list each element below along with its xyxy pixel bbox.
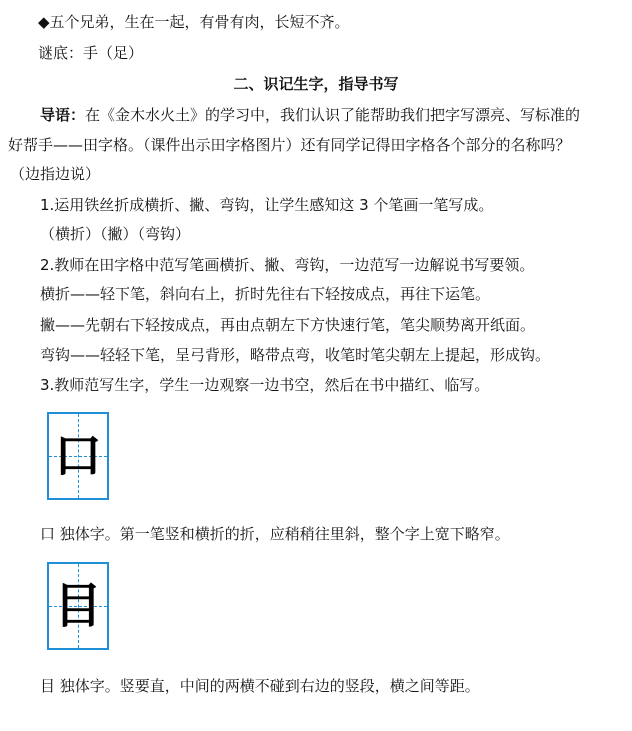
char-mu: 目 [53,578,102,634]
section-title: 二、识记生字，指导书写 [233,75,399,93]
riddle-text: ◆五个兄弟，生在一起，有骨有肉，长短不齐。 [38,13,350,31]
intro-line-3: （边指边说） [10,165,101,183]
intro-label: 导语： [40,106,86,124]
intro-text-1: 在《金木水火土》的学习中，我们认识了能帮助我们把字写漂亮、写标准的 [85,106,581,124]
step-2: 2.教师在田字格中范写笔画横折、撇、弯钩，一边范写一边解说书写要领。 [40,256,535,274]
stroke-hengzhe: 横折——轻下笔，斜向右上，折时先往右下轻按成点，再往下运笔。 [40,285,491,303]
intro-line-2: 好帮手——田字格。（课件出示田字格图片）还有同学记得田字格各个部分的名称吗？ [8,136,571,154]
tianzige-grid-kou [47,412,109,500]
step-3: 3.教师范写生字，学生一边观察一边书空，然后在书中描红、临写。 [40,376,490,394]
tianzige-grid-mu [47,562,109,650]
intro-line-1 [40,105,580,125]
stroke-wangou: 弯钩——轻轻下笔，呈弓背形，略带点弯，收笔时笔尖朝左上提起，形成钩。 [40,346,551,364]
char-kou-note: 口 独体字。第一笔竖和横折的折，应稍稍往里斜，整个字上宽下略窄。 [40,525,510,543]
stroke-pie: 撇——先朝右下轻按成点，再由点朝左下方快速行笔，笔尖顺势离开纸面。 [40,316,536,334]
riddle-answer: 谜底：手（足） [38,44,144,62]
step-1: 1.运用铁丝折成横折、撇、弯钩，让学生感知这 3 个笔画一笔写成。 [40,196,494,214]
char-kou: 口 [53,428,102,484]
step-1-labels: （横折）（撇）（弯钩） [40,225,191,243]
char-mu-note: 目 独体字。竖要直，中间的两横不碰到右边的竖段，横之间等距。 [40,677,480,695]
